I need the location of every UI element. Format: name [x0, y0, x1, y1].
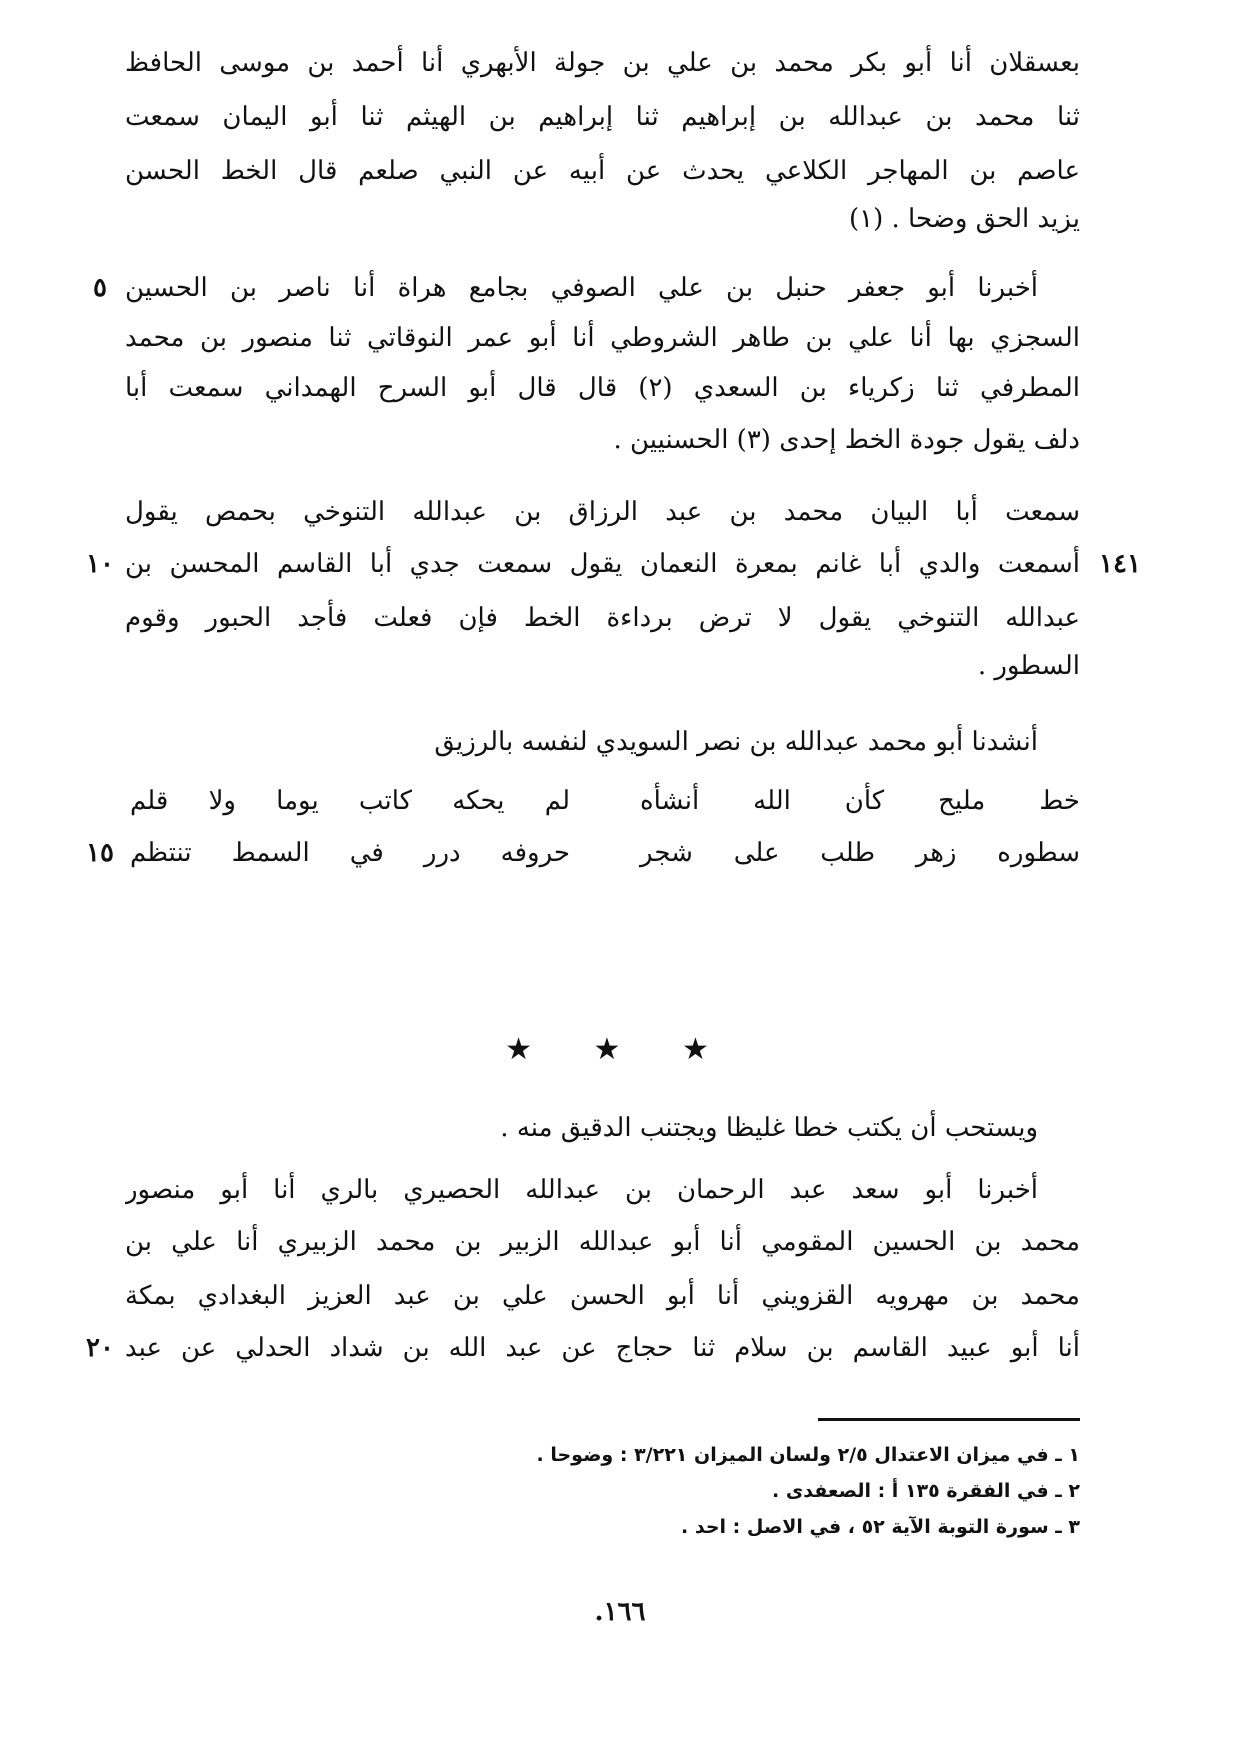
text-line: دلف يقول جودة الخط إحدى (٣) الحسنيين . — [613, 425, 1080, 455]
text-line: محمد بن الحسين المقومي أنا أبو عبدالله الزبير بن محمد الزبيري أنا علي بن — [125, 1227, 1080, 1257]
footnote-separator — [818, 1418, 1080, 1421]
text-line: المطرفي ثنا زكرياء بن السعدي (٢) قال قال أبو السرح الهمداني سمعت أبا — [125, 373, 1080, 403]
section-divider-stars: ★ ★ ★ — [505, 1032, 735, 1067]
verse-1-second-hemistich: لم يحكه كاتب يوما ولا قلم — [130, 786, 570, 816]
footnote-3: ٣ ـ سورة التوبة الآية ٥٢ ، في الاصل : احد . — [681, 1516, 1080, 1538]
verse-2-second-hemistich: حروفه درر في السمط تنتظم — [130, 838, 570, 868]
text-line: أخبرنا أبو جعفر حنبل بن علي الصوفي بجامع هراة أنا ناصر بن الحسين — [125, 273, 1038, 303]
text-line: محمد بن مهرويه القزويني أنا أبو الحسن علي بن عبد العزيز البغدادي بمكة — [125, 1281, 1080, 1311]
footnote-2: ٢ ـ في الفقرة ١٣٥ أ : الصعفدى . — [771, 1480, 1080, 1502]
text-line: أخبرنا أبو سعد عبد الرحمان بن عبدالله الحصيري بالري أنا أبو منصور — [125, 1175, 1038, 1205]
text-line: السطور . — [977, 651, 1080, 681]
footnote-1: ١ ـ في ميزان الاعتدال ٢/٥ ولسان الميزان ٣/٢٢١ : وضوحا . — [536, 1444, 1080, 1466]
text-line: عبدالله التنوخي يقول لا ترض برداءة الخط فإن فعلت فأجد الحبور وقوم — [125, 603, 1080, 633]
text-line: أنا أبو عبيد القاسم بن سلام ثنا حجاج عن عبد الله بن شداد الحدلي عن عبد — [125, 1333, 1080, 1363]
text-line: عاصم بن المهاجر الكلاعي يحدث عن أبيه عن النبي صلعم قال الخط الحسن — [125, 156, 1080, 186]
poem-intro: أنشدنا أبو محمد عبدالله بن نصر السويدي لنفسه بالرزيق — [434, 727, 1038, 757]
text-line: بعسقلان أنا أبو بكر محمد بن علي بن جولة الأبهري أنا أحمد بن موسى الحافظ — [125, 48, 1080, 78]
line-number-15: ١٥ — [86, 838, 114, 868]
line-number-10: ١٠ — [86, 549, 114, 579]
text-line: ثنا محمد بن عبدالله بن إبراهيم ثنا إبراهيم بن الهيثم ثنا أبو اليمان سمعت — [125, 102, 1080, 132]
text-line: يزيد الحق وضحا . (١) — [848, 204, 1080, 234]
text-line: سمعت أبا البيان محمد بن عبد الرزاق بن عبدالله التنوخي بحمص يقول — [125, 497, 1080, 527]
line-number-20: ٢٠ — [86, 1333, 114, 1363]
verse-2-first-hemistich: سطوره زهر طلب على شجر — [640, 838, 1080, 868]
paragraph-number-141: ١٤١ — [1099, 549, 1141, 579]
verse-1-first-hemistich: خط مليح كأن الله أنشأه — [640, 786, 1080, 816]
page-number: ١٦٦. — [594, 1597, 646, 1627]
recommendation-line: ويستحب أن يكتب خطا غليظا ويجتنب الدقيق منه . — [500, 1113, 1038, 1143]
text-line: أسمعت والدي أبا غانم بمعرة النعمان يقول سمعت جدي أبا القاسم المحسن بن — [125, 549, 1080, 579]
line-number-5: ٥ — [93, 273, 107, 303]
text-line: السجزي بها أنا علي بن طاهر الشروطي أنا أبو عمر النوقاتي ثنا منصور بن محمد — [125, 323, 1080, 353]
